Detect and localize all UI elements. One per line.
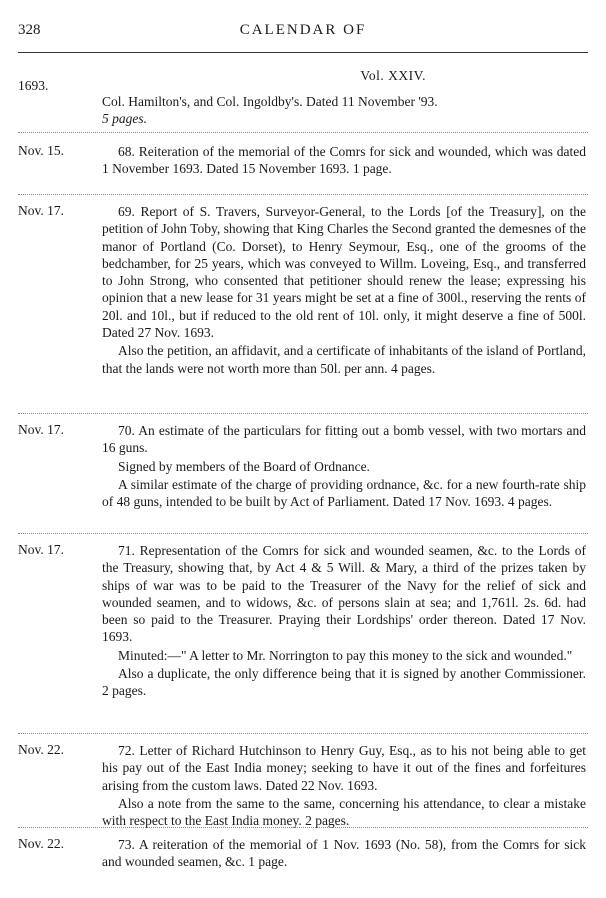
continuation-line: Col. Hamilton's, and Col. Ingoldby's. Dated 11 November '93. <box>102 94 438 109</box>
entry-separator <box>18 413 588 414</box>
entry-paragraph: A similar estimate of the charge of providing ordnance, &c. for a new fourth-rate ship of 48 guns, intended to be built by Act of Parliament. Dated 17 Nov. 1693. 4 pages. <box>102 476 586 510</box>
continuation-text <box>102 93 586 127</box>
entry-body <box>102 742 586 829</box>
entry-separator <box>18 827 588 828</box>
entry-body <box>102 542 586 700</box>
continuation-pages: 5 pages. <box>102 111 147 127</box>
running-title: CALENDAR OF <box>239 22 367 38</box>
entry-paragraph: Signed by members of the Board of Ordnance. <box>118 458 370 474</box>
entry-date: Nov. 17. <box>18 203 64 218</box>
entry-paragraph: 70. An estimate of the particulars for fitting out a bomb vessel, with two mortars and 16 guns. <box>102 423 586 456</box>
entry-separator <box>18 733 588 734</box>
entry-paragraph: 72. Letter of Richard Hutchinson to Henry Guy, Esq., as to his not being able to get his pay out of the East India money; seeking to have it out of the fines and forfeitures arising from the custom laws. Dated 22 Nov. 1693. <box>102 743 586 793</box>
entry-paragraph: Also a note from the same to the same, concerning his attendance, to clear a mistake with respect to the East India money. 2 pages. <box>102 795 586 829</box>
entry-paragraph: 73. A reiteration of the memorial of 1 Nov. 1693 (No. 58), from the Comrs for sick and wounded seamen, &c. 1 page. <box>102 837 586 870</box>
entry-date: Nov. 17. <box>18 422 64 437</box>
entry-paragraph: Minuted:—" A letter to Mr. Norrington to pay this money to the sick and wounded." <box>118 647 573 663</box>
entry-paragraph: Also a duplicate, the only difference being that it is signed by another Commissioner. 2 pages. <box>102 666 586 699</box>
page-number: 328 <box>18 22 41 38</box>
entry-body <box>102 203 586 377</box>
entry-date: Nov. 17. <box>18 542 64 557</box>
header-rule <box>18 52 588 53</box>
entry-date: Nov. 22. <box>18 836 64 851</box>
entry-paragraph: 68. Reiteration of the memorial of the Comrs for sick and wounded, which was dated 1 November 1693. Dated 15 November 1693. 1 page. <box>102 144 586 177</box>
entry-date: Nov. 22. <box>18 742 64 757</box>
entry-date: Nov. 15. <box>18 143 64 158</box>
entry-separator <box>18 533 588 534</box>
entry-separator <box>18 132 588 133</box>
entry-body <box>102 143 586 178</box>
entry-body <box>102 836 586 871</box>
entry-body <box>102 422 586 510</box>
volume-label: Vol. XXIV. <box>360 68 426 83</box>
entry-paragraph: 69. Report of S. Travers, Surveyor-General, to the Lords [of the Treasury], on the petition of John Toby, showing that King Charles the Second granted the demesnes of the manor of Portland (Co. Dorset), to Henry Seymour, Esq., one of the grooms of the bedchamber, for 25 years, which was conveyed to Willm. Loveing, Esq., and transferred to John Strong, who consented that petitioner should renew the lease; expressing his opinion that a new lease for 31 years might be set at a fine of 300l., reserving the rents of 20l. and 10l., but if reduced to the old rent of 10l. only, it might deserve a fine of 500l. Dated 27 Nov. 1693. <box>102 204 586 341</box>
entry-separator <box>18 194 588 195</box>
entry-paragraph: 71. Representation of the Comrs for sick and wounded seamen, &c. to the Lords of the Treasury, showing that, by Act 4 & 5 Will. & Mary, a third of the prizes taken by ships of war was to be paid to the Treasurer of the Navy for the relief of sick and wounded seamen, and to widows, &c. of persons slain at sea; and 1,761l. 2s. 6d. had been so paid to the Treasurer. Praying their Lordships' order thereon. Dated 17 Nov. 1693. <box>102 543 586 645</box>
entry-paragraph: Also the petition, an affidavit, and a certificate of inhabitants of the island of Portland, that the lands were not worth more than 50l. per ann. 4 pages. <box>102 343 586 376</box>
continuation-year: 1693. <box>18 78 49 93</box>
